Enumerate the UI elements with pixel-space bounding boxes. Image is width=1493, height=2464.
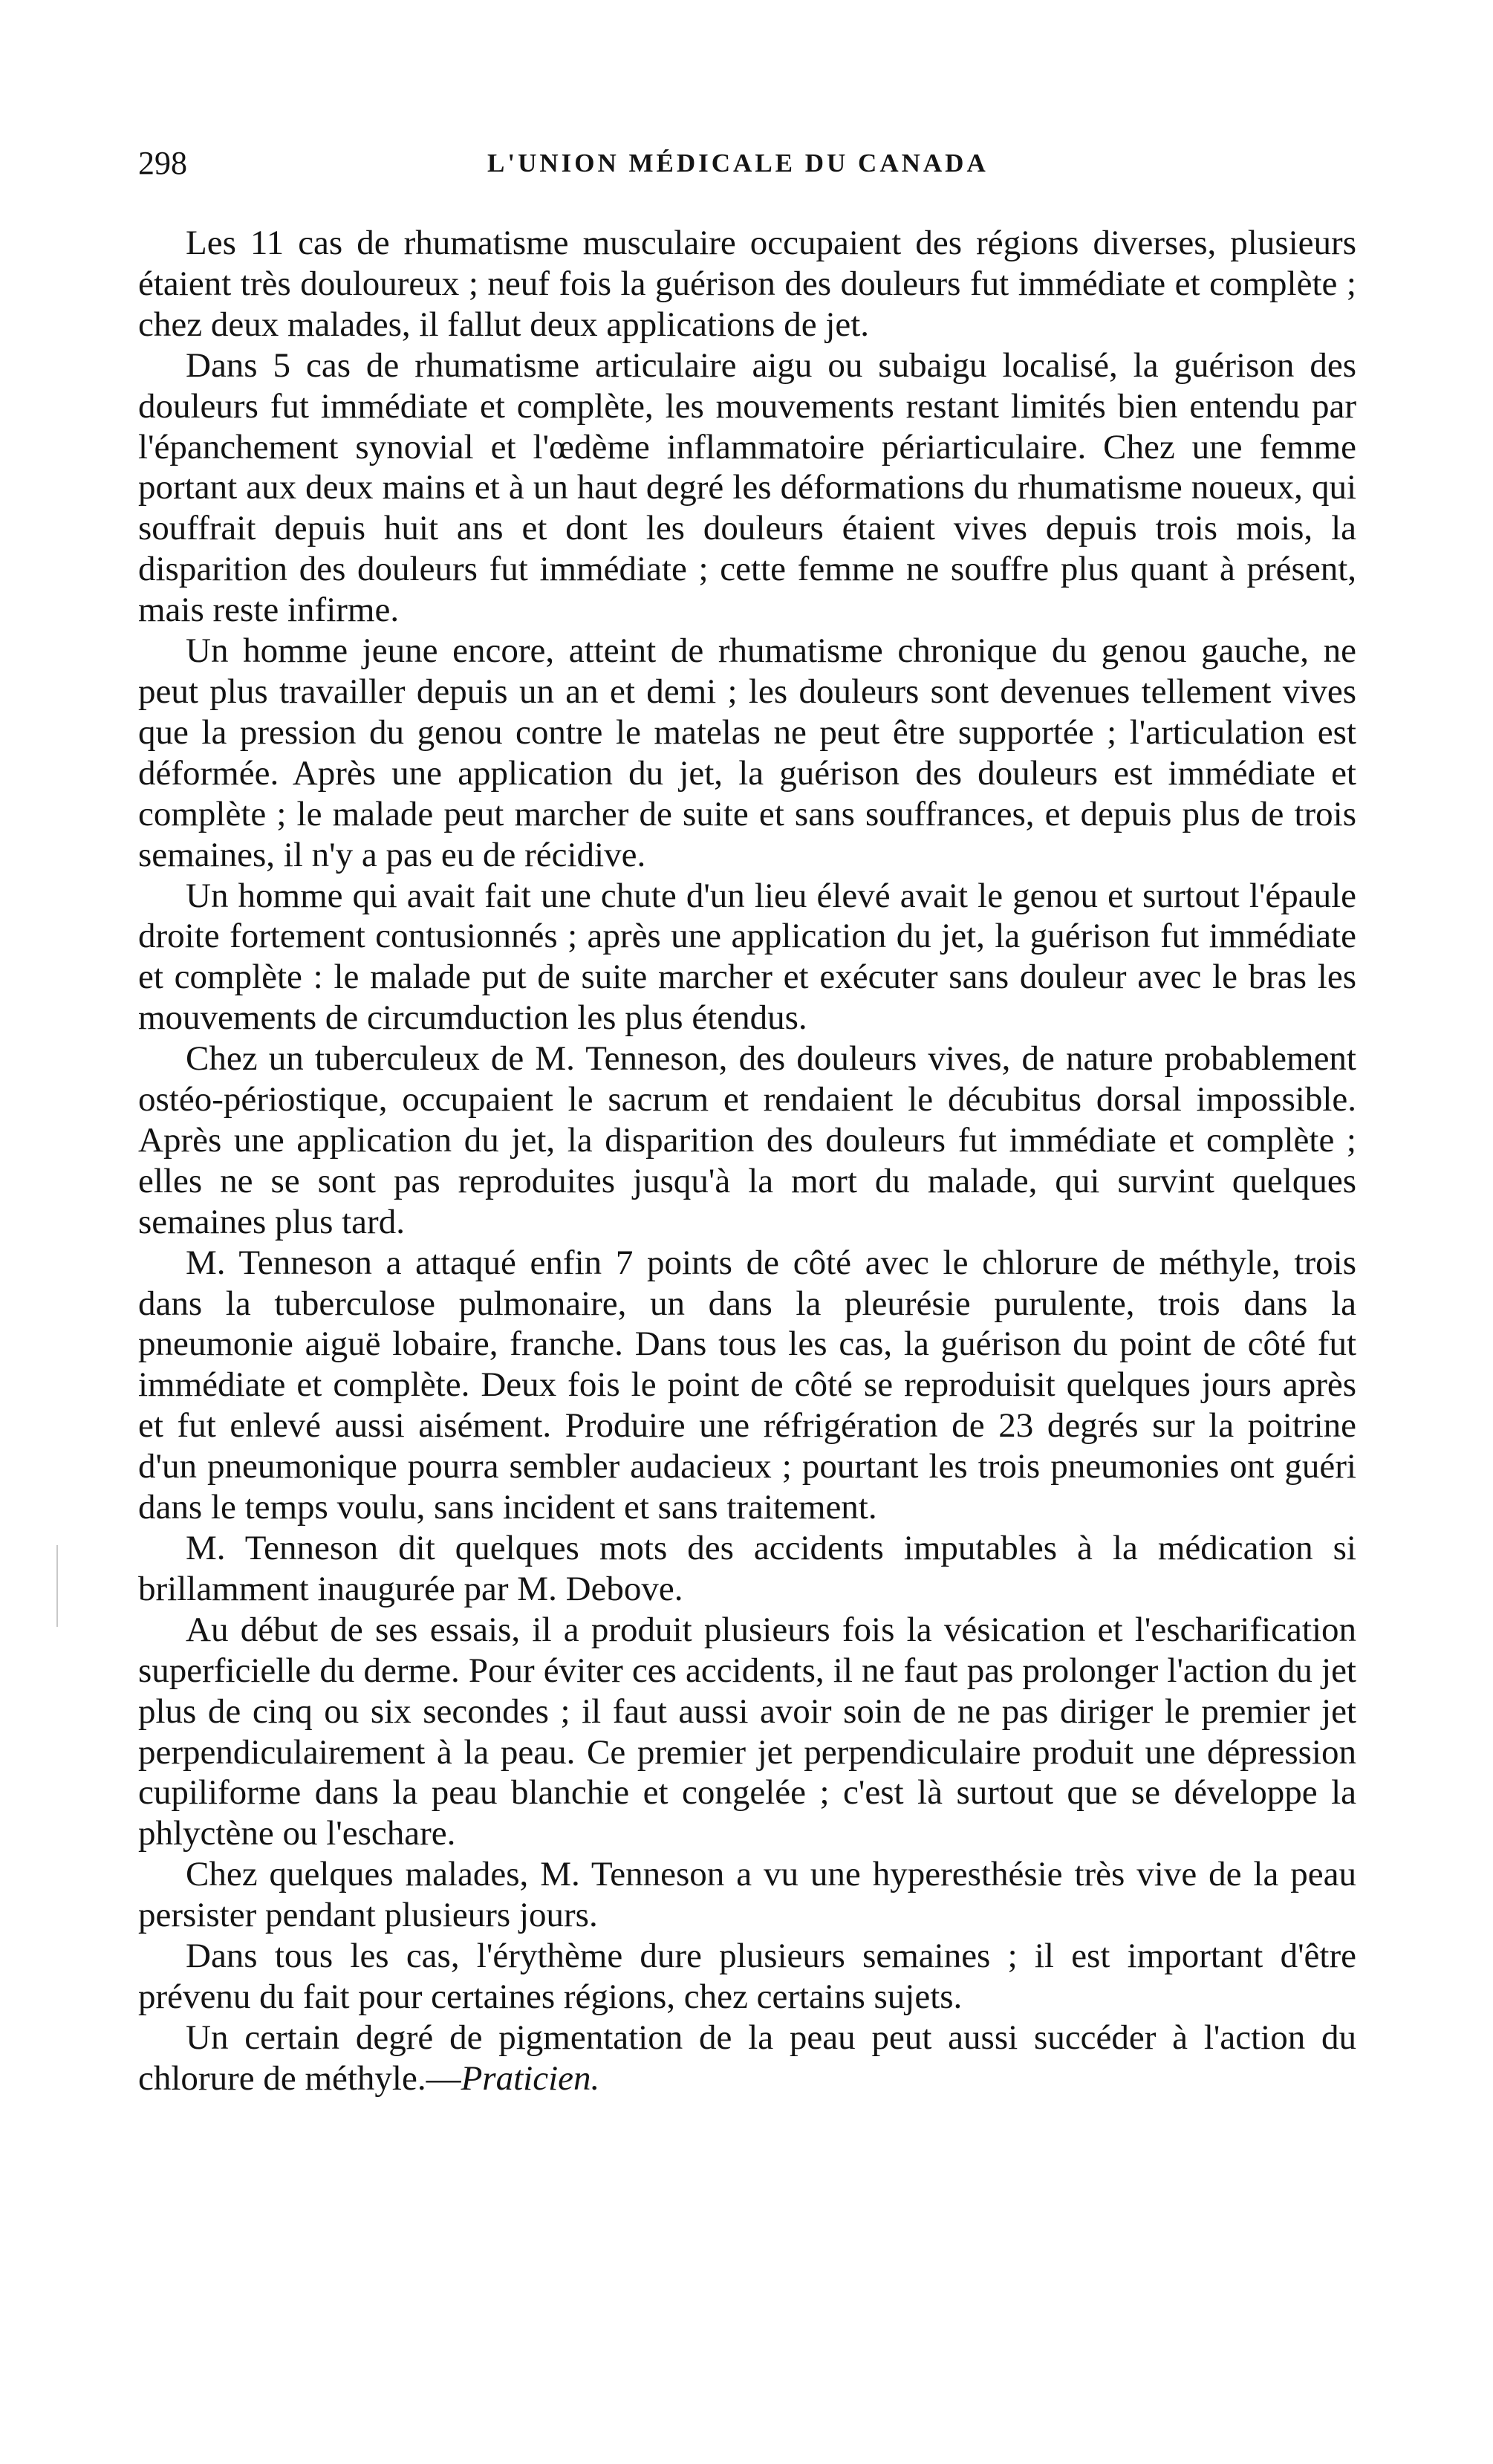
paragraph-tuberculosis-case: Chez un tuberculeux de M. Tenneson, des douleurs vives, de nature probablement ostéo-périostique, occupaient le sacrum et rendaient le décubitus dorsal impossible. Après une application du jet, la disparition des douleurs fut immédiate et complète ; elles ne se sont pas reproduites jusqu'à la mort du malade, qui survint quelques semaines plus tard. [138,1039,1356,1241]
running-title: L'UNION MÉDICALE DU CANADA [487,149,989,178]
pigmentation-text: Un certain degré de pigmentation de la peau peut aussi succéder à l'action du chlorure de méthyle.— [138,2018,1356,2098]
paragraph-articular-rheumatism: Dans 5 cas de rhumatisme articulaire aigu ou subaigu localisé, la guérison des douleurs fut immédiate et complète, les mouvements restant limités bien entendu par l'épanchement synovial et l'œdème inflammatoire périarticulaire. Chez une femme portant aux deux mains et à un haut degré les déformations du rhumatisme noueux, qui souffrait depuis huit ans et dont les douleurs étaient vives depuis trois mois, la disparition des douleurs fut immédiate ; cette femme ne souffre plus quant à présent, mais reste infirme. [138,345,1356,630]
paragraph-knee-case: Un homme jeune encore, atteint de rhumatisme chronique du genou gauche, ne peut plus travailler depuis un an et demi ; les douleurs sont devenues tellement vives que la pression du genou contre le matelas ne peut être supportée ; l'articulation est déformée. Après une application du jet, la guérison des douleurs est immédiate et complète ; le malade peut marcher de suite et sans souffrances, et depuis plus de trois semaines, il n'y a pas eu de récidive. [138,631,1356,874]
paragraph-erythema: Dans tous les cas, l'érythème dure plusieurs semaines ; il est important d'être prévenu du fait pour certaines régions, chez certains sujets. [138,1937,1356,2016]
paragraph-fall-case: Un homme qui avait fait une chute d'un lieu élevé avait le genou et surtout l'épaule droite fortement contusionnés ; après une application du jet, la guérison fut immédiate et complète : le malade put de suite marcher et exécuter sans douleur avec le bras les mouvements de circumduction les plus étendus. [138,876,1356,1038]
source-citation: Praticien. [461,2058,600,2098]
paragraph-hyperesthesia: Chez quelques malades, M. Tenneson a vu une hyperesthésie très vive de la peau persister pendant plusieurs jours. [138,1855,1356,1935]
page-header [138,141,1356,186]
paragraph-muscular-rheumatism: Les 11 cas de rhumatisme musculaire occupaient des régions diverses, plusieurs étaient très douloureux ; neuf fois la guérison des douleurs fut immédiate et complète ; chez deux malades, il fallut deux applications de jet. [138,224,1356,344]
paragraph-vesication: Au début de ses essais, il a produit plusieurs fois la vésication et l'escharification superficielle du derme. Pour éviter ces accidents, il ne faut pas prolonger l'action du jet plus de cinq ou six secondes ; il faut aussi avoir soin de ne pas diriger le premier jet perpendiculairement à la peau. Ce premier jet perpendiculaire produit une dépression cupiliforme dans la peau blanchie et congelée ; c'est là surtout que se développe la phlyctène ou l'eschare. [138,1610,1356,1853]
article-body [138,223,1356,2099]
margin-mark [56,1545,58,1627]
paragraph-pigmentation [138,2018,1356,2099]
paragraph-side-pain: M. Tenneson a attaqué enfin 7 points de côté avec le chlorure de méthyle, trois dans la tuberculose pulmonaire, un dans la pleurésie purulente, trois dans la pneumonie aiguë lobaire, franche. Dans tous les cas, la guérison du point de côté fut immédiate et complète. Deux fois le point de côté se reproduisit quelques jours après et fut enlevé aussi aisément. Produire une réfrigération de 23 degrés sur la poitrine d'un pneumonique pourra sembler audacieux ; pourtant les trois pneumonies ont guéri dans le temps voulu, sans incident et sans traitement. [138,1243,1356,1527]
paragraph-accidents-intro: M. Tenneson dit quelques mots des accidents imputables à la médication si brillamment inaugurée par M. Debove. [138,1529,1356,1608]
page-number: 298 [138,145,187,181]
